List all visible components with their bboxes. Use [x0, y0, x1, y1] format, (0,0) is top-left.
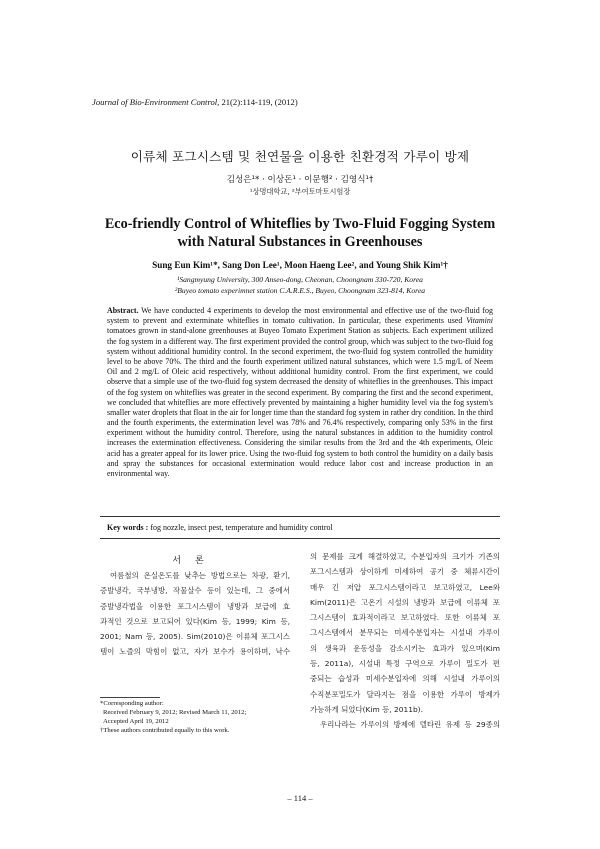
left-line: 템이 노즐의 막힘이 없고, 자가 보수가 용이하며, 낙수 — [100, 647, 290, 657]
footnote-accepted: Accepted April 19, 2012 — [103, 717, 169, 725]
footnote-corresponding: *Corresponding author: — [100, 700, 164, 707]
abstract — [107, 306, 493, 479]
journal-issue: 21(2):114-119, (2012) — [219, 97, 298, 107]
english-title-line2: with Natural Substances in Greenhouses — [177, 234, 423, 250]
left-line: 2001; Nam 등, 2005). Sim(2010)은 이류체 포그시스 — [100, 632, 290, 642]
right-line: 매우 긴 저압 포그시스템이라고 보고하였고, Lee와 — [310, 582, 500, 592]
abstract-cultivar: Vitamini — [466, 316, 493, 326]
section-heading: 서론 — [172, 556, 218, 566]
left-line: 여름철의 온실온도를 낮추는 방법으로는 차광, 환기, — [110, 571, 290, 580]
abstract-label: Abstract. — [107, 306, 139, 315]
korean-title: 이류체 포그시스템 및 천연물을 이용한 친환경적 가루이 방제 — [130, 149, 470, 164]
english-authors: Sung Eun Kim¹*, Sang Don Lee¹, Moon Haeng Lee², and Young Shik Kim¹† — [152, 260, 448, 270]
korean-affiliation: ¹상명대학교, ²부여토마토시험장 — [249, 187, 351, 196]
right-line: 의 문제를 크게 해결하였고, 수분입자의 크기가 기존의 — [310, 552, 500, 561]
korean-authors: 김성은¹* · 이상돈¹ · 이문행² · 김영식¹† — [226, 175, 374, 185]
right-line: 수직분포밀도가 달라지는 점을 이용한 가루이 방제가 — [310, 689, 500, 699]
abstract-text-2: tomatoes grown in stand-alone greenhouses at Buyeo Tomato Experiment Station as subjects. Each experiment utilized the fog system in a different way. The first experiment provided the control group, which was subject to the two-fluid fog system without additional humidity control. In the second experiment, the two-fluid fog system controlled the humidity level to be above 70%. The third and the fourth experiment utilized natural substances, which were 1.5 mg/L of Neem Oil and 2 mg/L of Oleic acid respectively, without additional humidity control. From the first experiment, we could observe that a simple use of the two-fluid fog system decreased the density of whiteflies in the greenhouses. This impact of the fog system on whiteflies was greater in the second experiment. By comparing the first and the second experiment, we concluded that whiteflies are more effectively prevented by maintaining a higher humidity level via the fog system's smaller water droplets that float in the air for longer time than the standard fog system in rather dry condition. In the third and the fourth experiments, the extermination level was 78% and 76.4% respectively, comparing only 53% in the first experiment without the humidity control. Therefore, using the natural substances in addition to the humidity control increases the extermination effectiveness. Considering the similar results from the 3rd and the 4th experiments, Oleic acid has a greater appeal for its lower price. Using the two-fluid fog system to both control the humidity on a daily basis and spray the substances for occasional extermination would reduce labor cost and increase production in an environmental way. — [107, 326, 493, 478]
right-line: 가능하게 되었다(Kim 등, 2011b). — [310, 704, 423, 714]
abstract-text-1: We have conducted 4 experiments to develop the most environmental and effective use of the two-fluid fog system to prevent and exterminate whiteflies in tomato cultivation. In particular, these experiments used — [107, 306, 493, 326]
right-line: 포그시스템과 상이하게 미세하여 공기 중 체류시간이 — [310, 567, 500, 577]
keywords-label: Key words : — [107, 523, 149, 532]
english-affiliation-2: ²Buyeo tomato experimnet station C.A.R.E.S., Buyeo, Choongnam 323-814, Korea — [174, 286, 426, 295]
left-column — [100, 568, 290, 660]
footnote-rule — [100, 697, 160, 698]
footnote-dates: Received February 9, 2012; Revised March 11, 2012; — [103, 708, 247, 716]
right-line: 그시스템에서 분무되는 미세수분입자는 시설내 가루이 — [310, 628, 500, 638]
keywords-bottom-rule — [100, 538, 500, 539]
right-line: 의 생육과 운동성을 감소시키는 효과가 있으며(Kim — [310, 643, 500, 653]
journal-citation — [92, 97, 298, 107]
right-line: Kim(2011)은 고온기 시설의 냉방과 보급에 이류체 포 — [310, 597, 500, 607]
page-number: – 114 – — [287, 793, 313, 803]
english-title-line1: Eco-friendly Control of Whiteflies by Two-Fluid Fogging System — [104, 216, 496, 232]
left-line: 증발냉각법을 이용한 포그시스템이 냉방과 보급에 효 — [100, 601, 290, 611]
keywords — [107, 523, 333, 532]
keywords-text: fog nozzle, insect pest, temperature and humidity control — [148, 523, 333, 532]
english-title — [0, 215, 600, 251]
english-affiliation-1: ¹Sangmyung University, 300 Anseo-dong, Cheonan, Choongnam 330-720, Korea — [177, 275, 423, 284]
right-line: 등, 2011a), 시설내 특정 구역으로 가루이 밀도가 편 — [310, 659, 500, 669]
right-line: 그시스템이 효과적이라고 보고하였다. 또한 이류체 포 — [310, 613, 500, 623]
footnotes — [100, 700, 300, 736]
abstract-bottom-rule — [100, 516, 500, 517]
right-line: 중되는 습성과 미세수분입자에 의해 시설내 가루이의 — [310, 674, 500, 684]
journal-name: Journal of Bio-Environment Control, — [92, 97, 220, 107]
left-line: 증발냉각, 국부냉방, 작물살수 등이 있는데, 그 중에서 — [100, 586, 290, 596]
right-line: 우리나라는 가루이의 방제에 델타린 유제 등 29종의 — [320, 720, 500, 730]
footnote-equal-contribution: †These authors contributed equally to this work. — [100, 726, 230, 734]
right-column — [310, 549, 500, 733]
left-line: 과적인 것으로 보고되어 있다(Kim 등, 1999; Kim 등, — [100, 616, 290, 626]
